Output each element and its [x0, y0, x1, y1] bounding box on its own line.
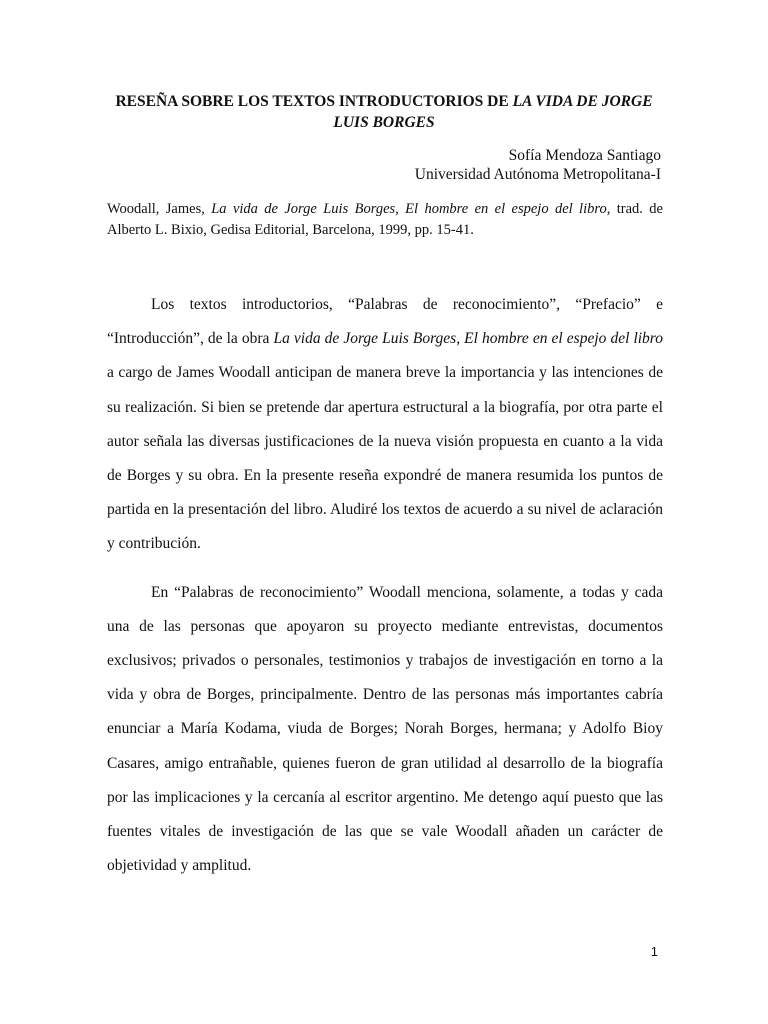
- author-affiliation: Universidad Autónoma Metropolitana-I: [414, 166, 661, 183]
- author-block: [415, 146, 661, 184]
- paragraph-1-rest: a cargo de James Woodall anticipan de manera breve la importancia y las intenciones de su realización. Si bien se pretende dar apertura estructural a la biografía, por otra parte el autor señala las diversas justificaciones de la nueva visión propuesta en cuanto a la vida de Borges y su obra. En la presente reseña expondré de manera resumida los puntos de partida en la presentación del libro. Aludiré los textos de acuerdo a su nivel de aclaración y contribución.: [107, 364, 663, 553]
- citation-book-title: La vida de Jorge Luis Borges, El hombre en el espejo del libro: [211, 201, 607, 217]
- body-text: [107, 288, 663, 883]
- paragraph-2: En “Palabras de reconocimiento” Woodall menciona, solamente, a todas y cada una de las personas que apoyaron su proyecto mediante entrevistas, documentos exclusivos; privados o personales, testimonios y trabajos de investigación en torno a la vida y obra de Borges, principalmente. Dentro de las personas más importantes cabría enunciar a María Kodama, viuda de Borges; Norah Borges, hermana; y Adolfo Bioy Casares, amigo entrañable, quienes fueron de gran utilidad al desarrollo de la biografía por las implicaciones y la cercanía al escritor argentino. Me detengo aquí puesto que las fuentes vitales de investigación de las que se vale Woodall añaden un carácter de objetividad y amplitud.: [107, 583, 663, 875]
- bibliographic-citation: [107, 199, 663, 241]
- paragraph-1-book-title: La vida de Jorge Luis Borges, El hombre en el espejo del libro: [273, 330, 664, 348]
- citation-details: , trad. de Alberto L. Bixio, Gedisa Editorial, Barcelona, 1999, pp. 15-41.: [107, 201, 663, 238]
- paragraph-1-intro: Los textos introductorios, “Palabras de reconocimiento”, “Prefacio” e “Introducción”, de la obra: [107, 296, 663, 348]
- page-number: 1: [650, 944, 658, 959]
- citation-author: Woodall, James,: [107, 201, 212, 217]
- author-name: Sofía Mendoza Santiago: [508, 147, 661, 164]
- title-text: RESEÑA SOBRE LOS TEXTOS INTRODUCTORIOS DE: [115, 93, 513, 110]
- title-italic-text: LA VIDA DE JORGE LUIS BORGES: [333, 93, 653, 131]
- document-title: [100, 91, 668, 133]
- paragraph-1: [107, 288, 663, 562]
